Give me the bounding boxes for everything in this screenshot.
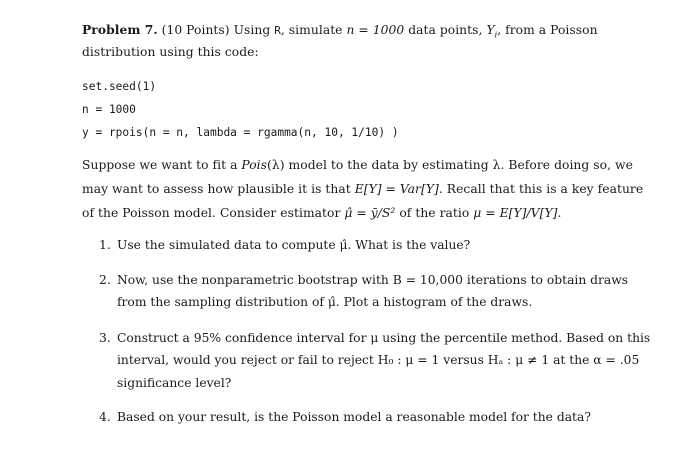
problem-intro-line2: distribution using this code:	[82, 45, 259, 59]
para-text: . Recall that this is a key feature	[438, 182, 644, 196]
paragraph-line-3	[82, 206, 561, 220]
code-line-1: set.seed(1)	[82, 80, 157, 93]
para-text: Suppose we want to fit a	[82, 158, 242, 172]
n-expression: n = 1000	[346, 23, 405, 37]
para-text: .	[557, 206, 562, 220]
intro-text-c: data points,	[404, 23, 487, 37]
item-3-text-line-2: interval, would you reject or fail to reject H₀ : μ = 1 versus Hₐ : μ ≠ 1 at the α = .05	[117, 353, 640, 367]
item-2-number: 2.	[99, 273, 111, 287]
item-1-text: Use the simulated data to compute μ̂. What is the value?	[117, 238, 471, 252]
item-4-text: Based on your result, is the Poisson model a reasonable model for the data?	[117, 410, 591, 424]
item-3-text-line-1: Construct a 95% confidence interval for μ using the percentile method. Based on this	[117, 331, 651, 345]
paragraph-line-1	[82, 158, 633, 172]
item-3-number: 3.	[99, 331, 111, 345]
intro-text-d: , from a Poisson	[497, 23, 598, 37]
item-2-text-line-2: from the sampling distribution of μ̂. Plot a histogram of the draws.	[117, 295, 533, 309]
problem-points: (10 Points)	[161, 23, 230, 37]
para-text: may want to assess how plausible it is that	[82, 182, 355, 196]
paragraph-line-2	[82, 182, 643, 196]
r-language: R	[274, 24, 281, 37]
pois-symbol: Pois	[241, 158, 268, 172]
item-4-number: 4.	[99, 410, 111, 424]
ratio-expression: μ = E[Y]/V[Y]	[473, 206, 558, 220]
estimator-expression: μ̂ = ȳ/S²	[344, 206, 396, 220]
problem-intro-line1	[82, 22, 598, 39]
problem-label: Problem 7.	[82, 22, 158, 37]
code-line-3: y = rpois(n = n, lambda = rgamma(n, 10, 1/10) )	[82, 126, 399, 139]
intro-text-a: Using	[233, 23, 275, 37]
yi-symbol: Y	[486, 23, 495, 37]
equation-e-var: E[Y] = Var[Y]	[354, 182, 439, 196]
yi-subscript: i	[494, 30, 498, 40]
para-text: of the Poisson model. Consider estimator	[82, 206, 345, 220]
code-line-2: n = 1000	[82, 103, 136, 116]
item-3-text-line-3: significance level?	[117, 376, 232, 390]
item-1-number: 1.	[99, 238, 111, 252]
item-2-text-line-1: Now, use the nonparametric bootstrap with B = 10,000 iterations to obtain draws	[117, 273, 629, 287]
para-text: of the ratio	[395, 206, 474, 220]
para-text: (λ) model to the data by estimating λ. Before doing so, we	[267, 158, 633, 172]
intro-text-b: , simulate	[280, 23, 347, 37]
